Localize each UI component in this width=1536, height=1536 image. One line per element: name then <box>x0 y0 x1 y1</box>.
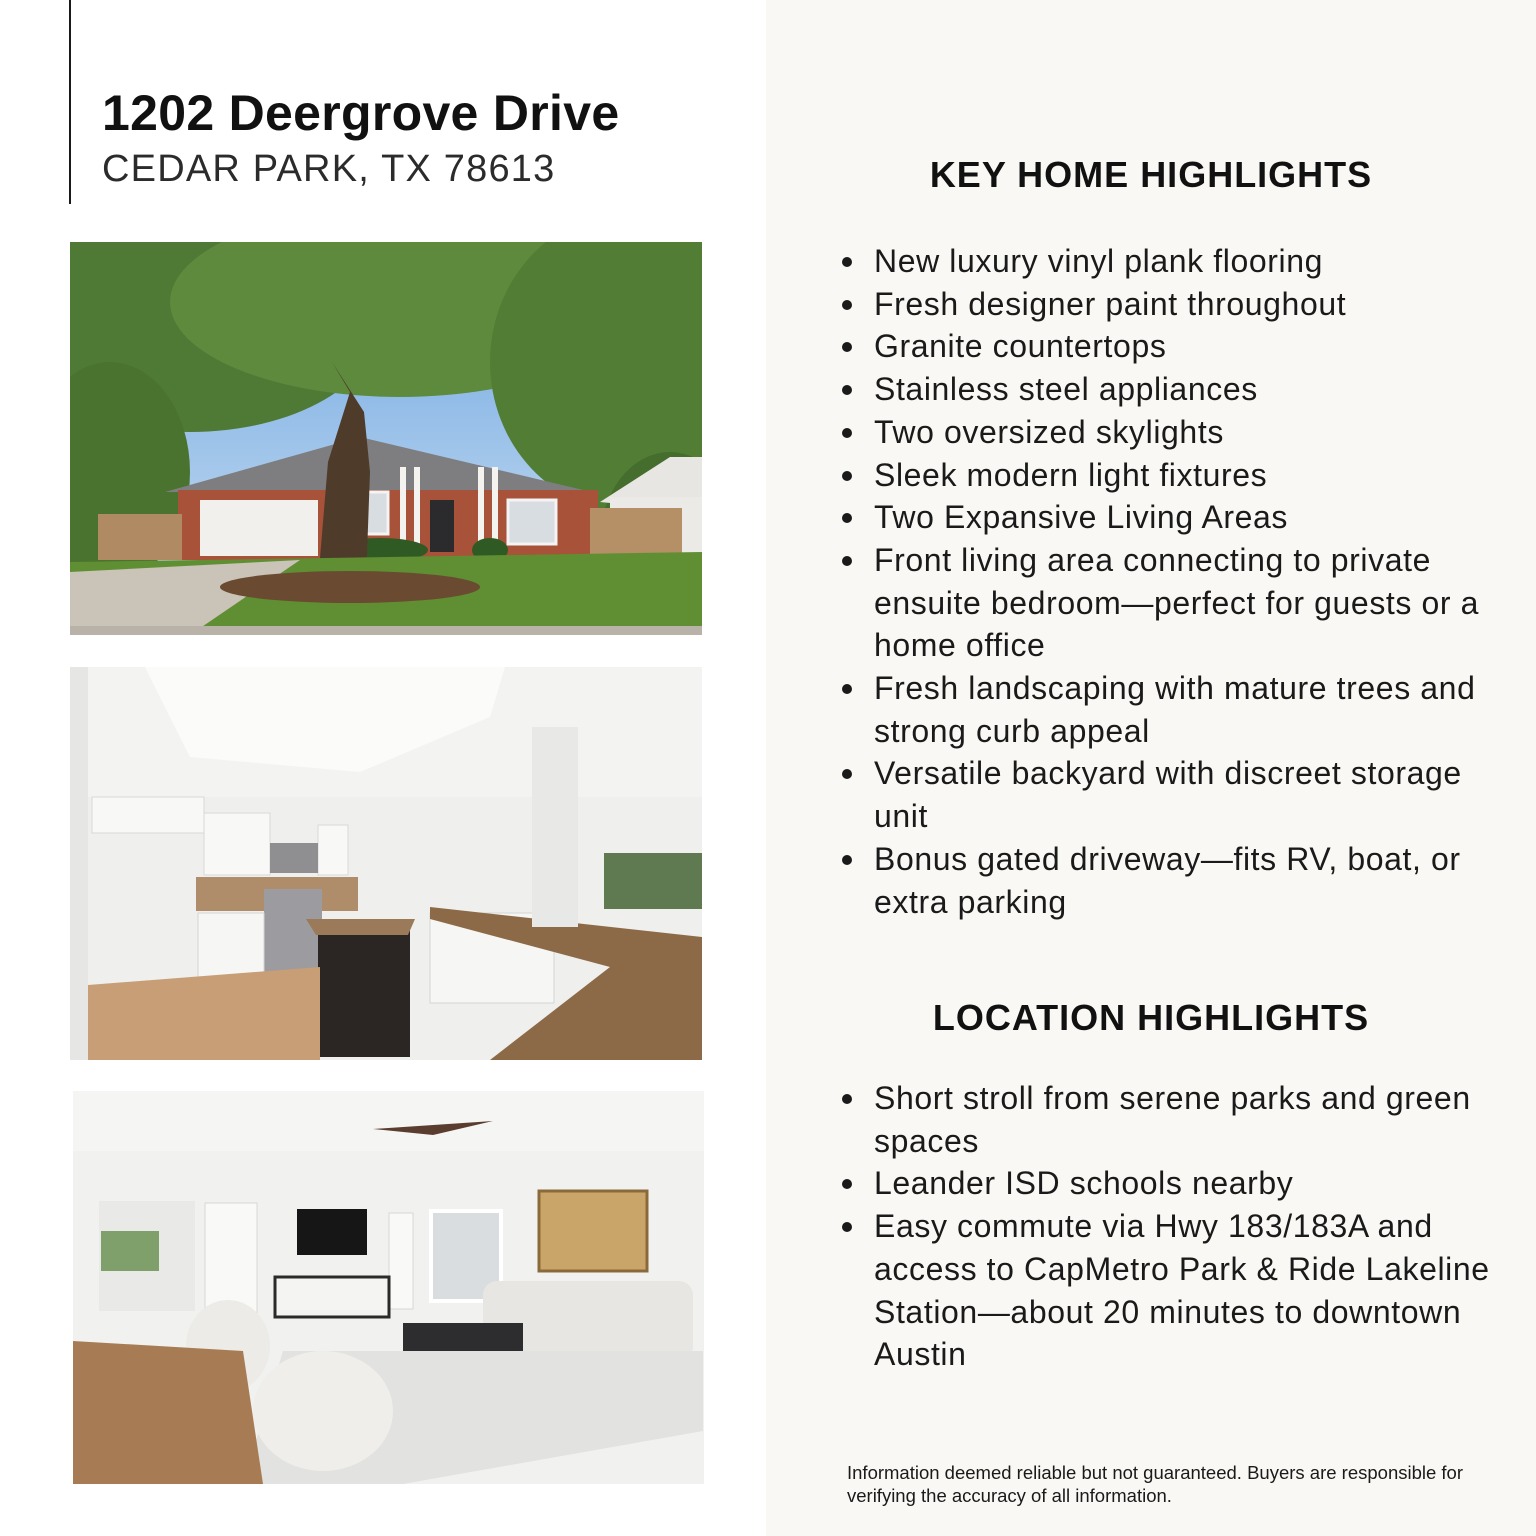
key-highlight-item: Fresh designer paint throughout <box>874 283 1514 326</box>
living-room-photo <box>73 1091 704 1484</box>
key-highlights-list <box>874 240 1514 923</box>
key-highlight-item: Front living area connecting to private ensuite bedroom—perfect for guests or a home office <box>874 539 1514 667</box>
location-highlights-heading: LOCATION HIGHLIGHTS <box>932 997 1370 1038</box>
key-highlight-item: Two Expansive Living Areas <box>874 496 1514 539</box>
disclaimer-text: Information deemed reliable but not guaranteed. Buyers are responsible for verifying the accuracy of all information. <box>847 1462 1464 1506</box>
key-highlight-item: Two oversized skylights <box>874 411 1514 454</box>
key-highlight-item: Bonus gated driveway—fits RV, boat, or extra parking <box>874 838 1514 923</box>
location-highlight-item: Easy commute via Hwy 183/183A and access to CapMetro Park & Ride Lakeline Station—about 20 minutes to downtown Austin <box>874 1205 1514 1376</box>
highlights-panel <box>766 0 1536 1536</box>
location-highlights-list <box>874 1077 1514 1376</box>
location-highlight-item: Leander ISD schools nearby <box>874 1162 1514 1205</box>
exterior-photo <box>70 242 702 635</box>
city-state-zip: CEDAR PARK, TX 78613 <box>102 148 556 190</box>
left-column <box>0 0 766 1536</box>
key-highlight-item: Stainless steel appliances <box>874 368 1514 411</box>
key-highlight-item: New luxury vinyl plank flooring <box>874 240 1514 283</box>
key-highlight-item: Granite countertops <box>874 325 1514 368</box>
key-highlight-item: Sleek modern light fixtures <box>874 454 1514 497</box>
key-highlights-heading: KEY HOME HIGHLIGHTS <box>929 154 1373 195</box>
accent-divider <box>69 0 71 204</box>
address-title: 1202 Deergrove Drive <box>102 85 620 141</box>
location-highlight-item: Short stroll from serene parks and green spaces <box>874 1077 1514 1162</box>
kitchen-photo <box>70 667 702 1060</box>
key-highlight-item: Fresh landscaping with mature trees and strong curb appeal <box>874 667 1514 752</box>
key-highlight-item: Versatile backyard with discreet storage unit <box>874 752 1514 837</box>
